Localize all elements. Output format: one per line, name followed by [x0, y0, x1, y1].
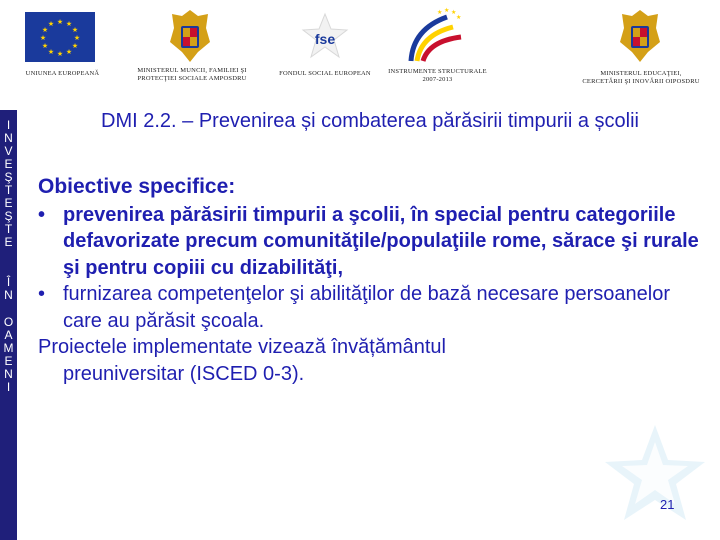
svg-text:★: ★: [437, 9, 443, 16]
sidebar-slogan: I N V E Ş T E Ş T E Î N O A M E N I: [3, 118, 14, 394]
bullet-text: furnizarea competenţelor şi abilităţilor de bază necesare persoanelor care au părăsit şcoala.: [63, 283, 671, 332]
page-number: 21: [660, 497, 675, 512]
svg-text:★: ★: [41, 26, 49, 34]
objectives-heading: Obiective specifice:: [38, 175, 236, 198]
bullet-item: [38, 281, 708, 334]
logo-caption: FONDUL SOCIAL EUROPEAN: [279, 70, 371, 77]
slide-title: DMI 2.2. – Prevenirea și combaterea părăsirii timpurii a școlii: [101, 110, 639, 132]
romania-coat-of-arms-icon: [618, 8, 662, 69]
structural-instruments-icon: [407, 5, 467, 70]
svg-text:★: ★: [73, 34, 81, 42]
svg-text:★: ★: [56, 50, 64, 58]
svg-text:★: ★: [41, 42, 49, 50]
svg-text:★: ★: [71, 26, 79, 34]
star-decoration-icon: [580, 420, 710, 535]
svg-text:★: ★: [444, 7, 450, 14]
closing-line: preuniversitar (ISCED 0-3).: [63, 362, 305, 385]
logo-caption: UNIUNEA EUROPEANĂ: [25, 70, 100, 77]
bullet-item: [38, 202, 708, 282]
logo-caption: INSTRUMENTE STRUCTURALE 2007-2013: [388, 68, 487, 83]
romania-coat-of-arms-icon: [168, 8, 212, 69]
svg-text:fse: fse: [314, 31, 336, 47]
svg-text:★: ★: [71, 42, 79, 50]
bullet-icon: •: [38, 203, 46, 226]
svg-text:★: ★: [65, 48, 73, 56]
svg-text:★: ★: [39, 34, 47, 42]
svg-text:★: ★: [47, 20, 55, 28]
eu-flag-icon: [25, 12, 95, 67]
bullet-icon: •: [38, 283, 46, 305]
logo-caption: MINISTERUL EDUCAŢIEI, CERCETĂRII ŞI INOVĂRII OIPOSDRU: [582, 70, 700, 85]
fse-logo-icon: [300, 12, 350, 67]
svg-text:★: ★: [65, 20, 73, 28]
svg-text:★: ★: [47, 48, 55, 56]
slide-body: [38, 174, 708, 387]
logo-caption: MINISTERUL MUNCII, FAMILIEI ŞI PROTECŢIEI SOCIALE AMPOSDRU: [137, 67, 247, 82]
svg-text:★: ★: [451, 9, 457, 16]
svg-text:★: ★: [56, 18, 64, 26]
bullet-text: prevenirea părăsirii timpurii a şcolii, în special pentru categoriile defavorizate precum comunităţile/populaţiile rome, sărace şi rurale şi pentru copiii cu dizabilităţi,: [63, 203, 699, 279]
svg-text:★: ★: [456, 14, 462, 21]
closing-line: Proiectele implementate vizează învățământul: [38, 336, 446, 358]
